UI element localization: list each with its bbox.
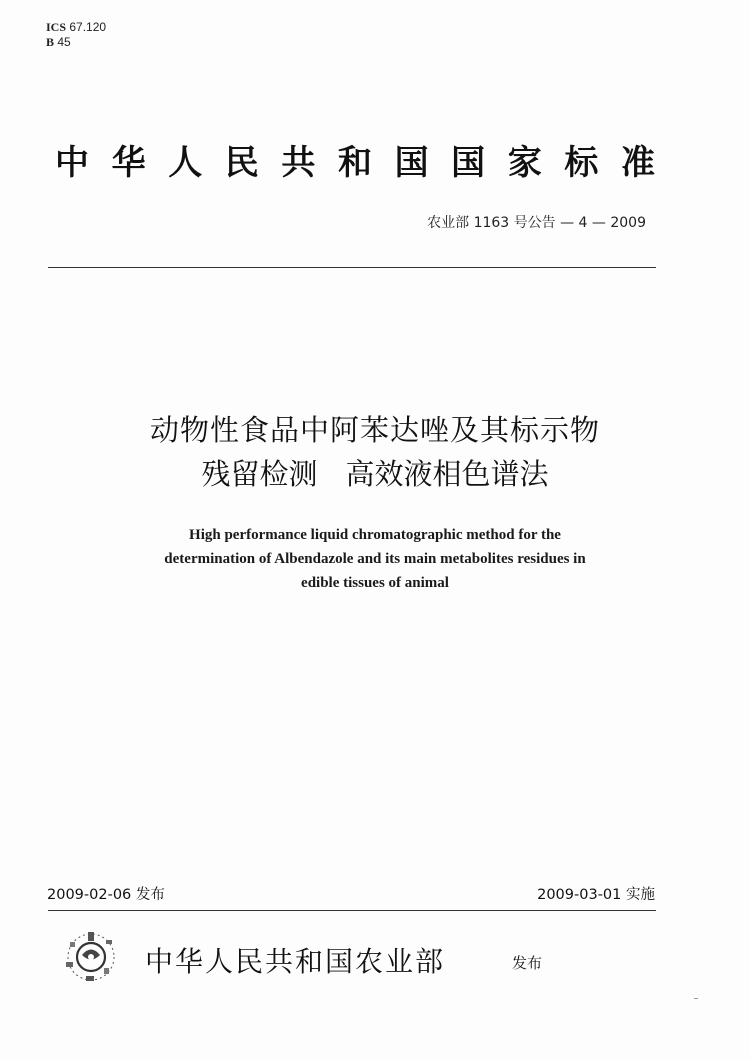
scan-speck [694, 998, 698, 999]
classification-codes [46, 20, 106, 50]
english-title-line-1: High performance liquid chromatographic method for the [189, 527, 561, 543]
chinese-title-line-2 [40, 452, 710, 496]
ministry-seal-icon [60, 928, 122, 986]
header-char: 准 [620, 143, 655, 183]
header-char: 和 [337, 143, 372, 183]
english-title-line-2: determination of Albendazole and its main metabolites residues in [164, 551, 586, 567]
publisher-name: 中华人民共和国农业部 [145, 945, 446, 978]
ccs-code: B 45 [46, 35, 71, 49]
header-char: 共 [281, 143, 316, 183]
header-char: 中 [55, 143, 89, 183]
ics-code: ICS 67.120 [46, 20, 107, 34]
chinese-title-line-1: 动物性食品中阿苯达唑及其标示物 [149, 413, 600, 447]
issue-date: 2009-02-06 发布 [47, 887, 165, 903]
english-title [40, 523, 710, 595]
header-char: 国 [451, 143, 486, 183]
publish-label: 发布 [512, 954, 543, 972]
footer-divider [48, 910, 656, 911]
header-char: 国 [394, 143, 429, 183]
header-divider [48, 267, 656, 268]
implementation-date: 2009-03-01 实施 [537, 887, 655, 903]
english-title-line-3: edible tissues of animal [301, 575, 449, 591]
chinese-title-part-2: 高效液相色谱法 [345, 457, 549, 491]
standard-header [55, 140, 655, 186]
header-char: 民 [224, 143, 259, 183]
header-char: 家 [507, 143, 542, 183]
chinese-title-part-1: 残留检测 [201, 457, 318, 491]
header-char: 标 [564, 143, 599, 183]
standard-number: 农业部 1163 号公告 — 4 — 2009 [427, 215, 646, 231]
publisher-row [60, 928, 620, 988]
header-char: 华 [111, 143, 146, 183]
chinese-title [40, 408, 710, 496]
header-char: 人 [168, 143, 203, 183]
